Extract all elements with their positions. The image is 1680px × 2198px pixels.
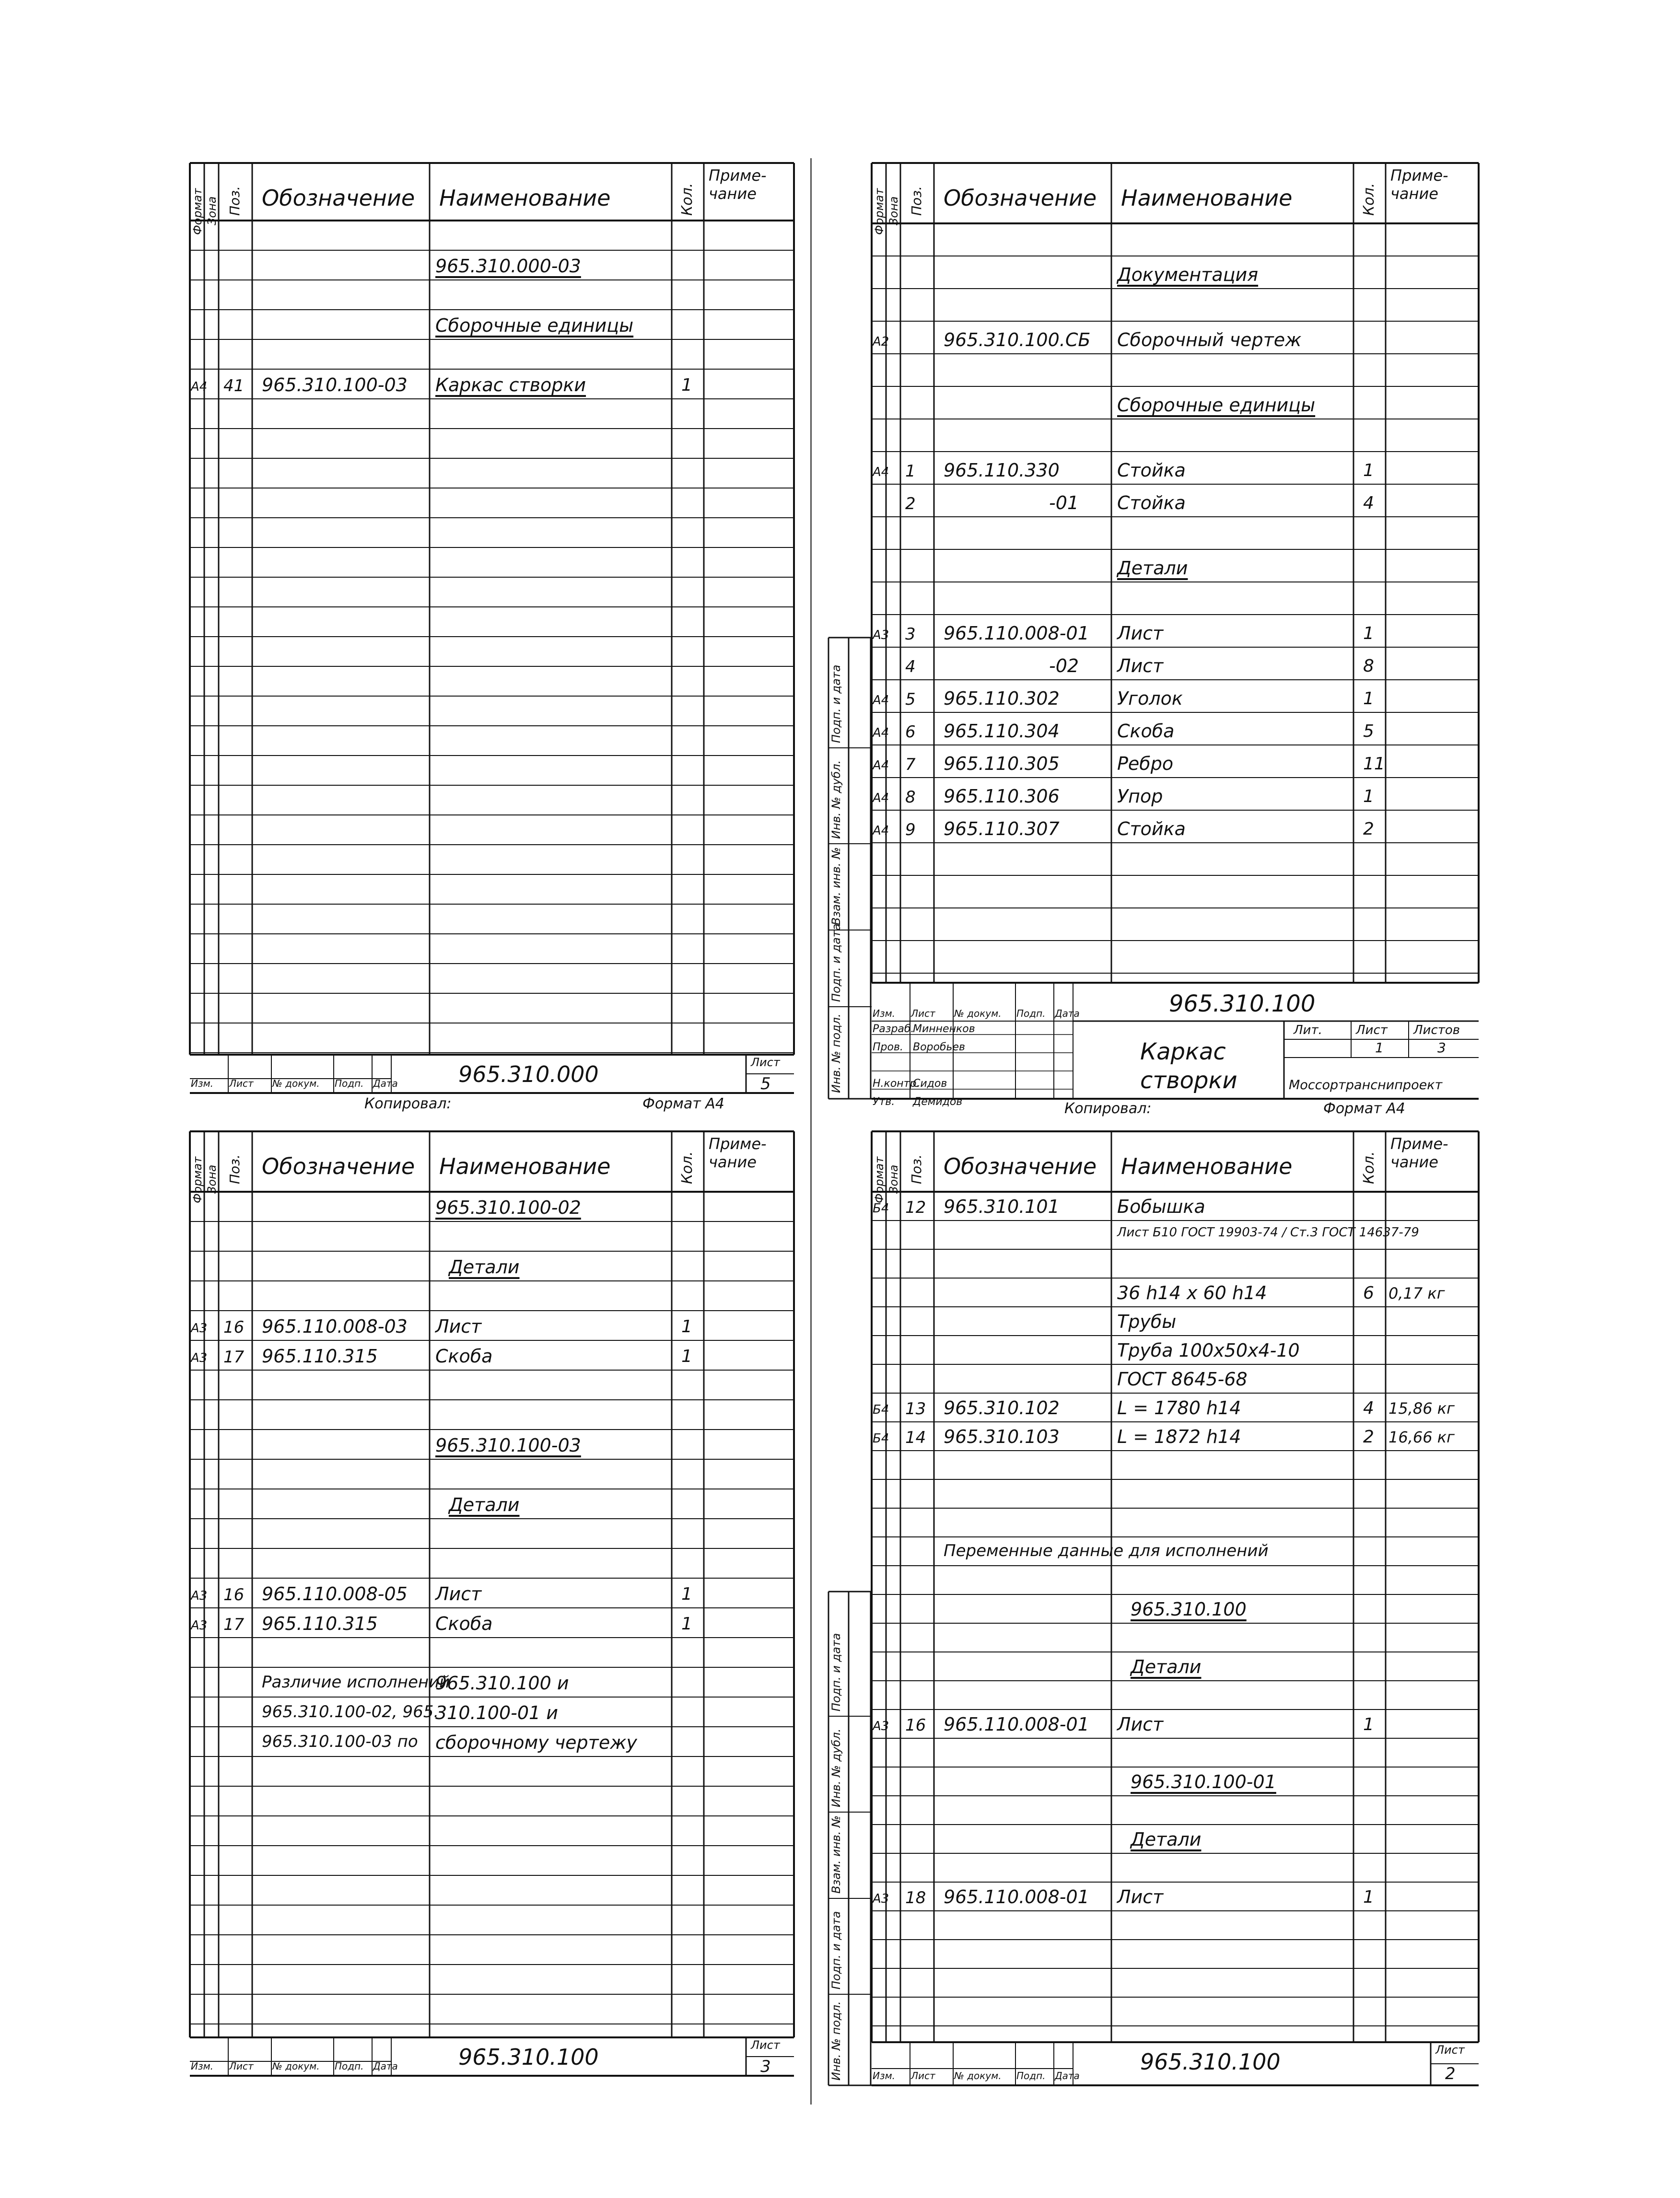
cell-name: Каркас створки: [435, 374, 586, 395]
cell-format: А3: [873, 1719, 889, 1733]
cell-quantity: 4: [1363, 493, 1374, 513]
cell-quantity: 2: [1363, 1427, 1374, 1447]
cell-name: Лист Б10 ГОСТ 19903-74 / Ст.3 ГОСТ 14637-79: [1117, 1225, 1419, 1240]
cell-name: Ребро: [1117, 753, 1174, 774]
title-izm: Изм.: [191, 1078, 214, 1089]
title-person: Воробьев: [913, 1041, 966, 1053]
header-format: Формат: [873, 188, 886, 235]
header-naimenovanie: Наименование: [439, 185, 611, 211]
cell-quantity: 1: [681, 1584, 692, 1604]
title-data: Дата: [373, 2060, 398, 2072]
cell-designation: 965.110.315: [262, 1613, 378, 1634]
title-role: Н.контр.: [873, 1078, 920, 1090]
title-podp: Подп.: [1016, 2070, 1046, 2082]
title-list: Лист: [911, 1008, 935, 1019]
cell-format: А3: [873, 1892, 889, 1906]
cell-name: 310.100-01 и: [435, 1702, 558, 1723]
header-prim-1: Приме-: [1390, 1135, 1448, 1153]
header-oboznachenie: Обозначение: [944, 1153, 1097, 1179]
header-naimenovanie: Наименование: [439, 1153, 611, 1179]
title-organization: Моссортранснипроект: [1289, 1078, 1443, 1093]
cell-quantity: 4: [1363, 1398, 1374, 1418]
cell-designation: 965.110.008-01: [944, 623, 1089, 644]
title-list: Лист: [911, 2070, 935, 2082]
cell-designation: Различие исполнений: [262, 1673, 450, 1692]
cell-designation: -02: [1049, 655, 1079, 676]
cell-position: 18: [905, 1888, 926, 1907]
cell-quantity: 1: [1363, 624, 1374, 643]
cell-name: Сборочные единицы: [1117, 395, 1316, 416]
title-listov-label: Листов: [1413, 1023, 1460, 1037]
cell-designation: 965.310.100-03 по: [262, 1732, 418, 1751]
cell-name: L = 1872 h14: [1117, 1426, 1241, 1447]
cell-format: А4: [873, 824, 889, 838]
header-kol: Кол.: [679, 1151, 696, 1184]
cell-position: 9: [905, 820, 916, 839]
title-data: Дата: [1055, 1008, 1080, 1019]
cell-note: 0,17 кг: [1388, 1284, 1445, 1303]
header-zona: Зона: [205, 196, 219, 225]
cell-designation: 965.310.100-02, 965.: [262, 1702, 439, 1721]
cell-position: 13: [905, 1399, 926, 1419]
cell-designation: 965.110.008-01: [944, 1714, 1089, 1735]
cell-quantity: 1: [1363, 689, 1374, 709]
header-format: Формат: [191, 188, 204, 235]
title-sheet-label: Лист: [751, 2038, 780, 2052]
side-stamp-replace-inv: Взам. инв. №: [829, 1815, 843, 1894]
cell-position: 16: [223, 1585, 245, 1605]
title-ndokum: № докум.: [954, 2070, 1002, 2082]
title-designation: 965.310.100: [458, 2044, 599, 2070]
cell-name: ГОСТ 8645-68: [1117, 1369, 1248, 1390]
cell-designation: 965.110.305: [944, 753, 1060, 774]
sheet-grid: [190, 163, 794, 1093]
cell-designation: 965.110.304: [944, 721, 1060, 742]
cell-format: А3: [191, 1618, 208, 1633]
cell-name: Трубы: [1117, 1311, 1177, 1332]
cell-quantity: 2: [1363, 819, 1374, 839]
cell-format: Б4: [873, 1201, 889, 1216]
cell-position: 5: [905, 690, 916, 709]
cell-name: Скоба: [435, 1613, 493, 1634]
sheet-bottom-right-965-310-100: [829, 1131, 1479, 2085]
title-ndokum: № докум.: [272, 1078, 320, 1089]
cell-name: Детали: [449, 1256, 520, 1278]
title-product-name-2: створки: [1140, 1067, 1237, 1094]
title-lit-label: Лит.: [1294, 1023, 1322, 1037]
title-list: Лист: [229, 2060, 254, 2072]
header-kol: Кол.: [1361, 1151, 1377, 1184]
title-sheets-total: 3: [1437, 1040, 1446, 1056]
title-izm: Изм.: [873, 2070, 896, 2082]
cell-quantity: 1: [681, 1347, 692, 1366]
header-kol: Кол.: [679, 183, 696, 216]
cell-position: 41: [223, 376, 245, 395]
title-izm: Изм.: [191, 2060, 214, 2072]
cell-name: Скоба: [1117, 721, 1175, 742]
header-kol: Кол.: [1361, 183, 1377, 216]
header-prim-1: Приме-: [709, 1135, 767, 1153]
cell-name: Лист: [1117, 655, 1164, 676]
cell-name: Детали: [1131, 1829, 1202, 1850]
cell-name: Детали: [449, 1494, 520, 1515]
sheet-bottom-left-965-310-100: [190, 1131, 794, 2076]
title-sheet-number: 5: [760, 1074, 771, 1093]
cell-position: 17: [223, 1348, 245, 1367]
cell-quantity: 1: [1363, 1887, 1374, 1907]
header-zona: Зона: [887, 1164, 900, 1194]
cell-designation: 965.310.103: [944, 1426, 1060, 1447]
cell-name: Детали: [1117, 558, 1188, 579]
cell-quantity: 1: [1363, 461, 1374, 480]
page-divider: [810, 158, 812, 2105]
cell-name: 965.310.100 и: [435, 1673, 569, 1694]
side-stamp-inv-original: Инв. № подл.: [829, 2001, 843, 2081]
cell-designation: 965.310.100-03: [262, 374, 408, 395]
cell-format: А2: [873, 335, 889, 349]
copied-by-label: Копировал:: [364, 1095, 452, 1112]
header-prim-2: чание: [1390, 1153, 1438, 1171]
cell-name: Лист: [435, 1583, 482, 1605]
title-sheet-number: 1: [1375, 1040, 1384, 1056]
cell-name: Стойка: [1117, 492, 1186, 513]
cell-designation: 965.110.330: [944, 460, 1060, 481]
cell-format: А4: [873, 465, 889, 479]
header-format: Формат: [873, 1156, 886, 1203]
title-podp: Подп.: [335, 1078, 364, 1089]
header-prim-2: чание: [709, 185, 757, 203]
cell-position: 14: [905, 1428, 926, 1447]
title-podp: Подп.: [335, 2060, 364, 2072]
cell-name: Лист: [435, 1316, 482, 1337]
cell-quantity: 1: [681, 375, 692, 395]
title-list: Лист: [229, 1078, 254, 1089]
header-naimenovanie: Наименование: [1121, 185, 1293, 211]
header-prim-2: чание: [709, 1153, 757, 1171]
cell-position: 1: [905, 462, 916, 481]
cell-quantity: 6: [1363, 1283, 1374, 1303]
cell-name: Бобышка: [1117, 1196, 1205, 1217]
header-prim-1: Приме-: [709, 166, 767, 185]
cell-name: Лист: [1117, 1714, 1164, 1735]
cell-designation: 965.110.008-01: [944, 1886, 1089, 1907]
cell-name: сборочному чертежу: [435, 1732, 637, 1753]
cell-format: А3: [191, 1321, 208, 1336]
header-poz: Поз.: [909, 1154, 924, 1184]
title-designation: 965.310.100: [1140, 2049, 1281, 2075]
cell-quantity: 1: [1363, 787, 1374, 806]
title-sheet-number: 3: [760, 2057, 771, 2076]
cell-format: А4: [873, 726, 889, 740]
side-stamp-signature-date: Подп. и дата: [829, 923, 843, 1002]
cell-designation: 965.110.307: [944, 818, 1060, 839]
cell-position: 8: [905, 788, 916, 807]
header-poz: Поз.: [909, 186, 924, 216]
header-naimenovanie: Наименование: [1121, 1153, 1293, 1179]
cell-name: Стойка: [1117, 818, 1186, 839]
format-label: Формат А4: [642, 1095, 724, 1112]
cell-name: 965.310.100-01: [1131, 1771, 1276, 1792]
cell-position: 16: [223, 1318, 245, 1337]
title-data: Дата: [373, 1078, 398, 1089]
cell-designation: 965.110.306: [944, 786, 1060, 807]
cell-name: Сборочные единицы: [435, 315, 634, 336]
title-person: Сидов: [913, 1078, 947, 1090]
cell-designation: 965.110.302: [944, 688, 1060, 709]
cell-note: 16,66 кг: [1388, 1428, 1455, 1446]
side-stamp-replace-inv: Взам. инв. №: [829, 847, 843, 925]
cell-quantity: 8: [1363, 656, 1374, 676]
title-role: Пров.: [873, 1041, 903, 1053]
cell-name: Скоба: [435, 1346, 493, 1367]
title-podp: Подп.: [1016, 1008, 1046, 1019]
cell-format: А4: [873, 791, 889, 805]
cell-name: 965.310.100-02: [435, 1197, 581, 1218]
cell-designation: -01: [1049, 492, 1079, 513]
header-poz: Поз.: [227, 1154, 243, 1184]
cell-designation: 965.110.315: [262, 1346, 378, 1367]
cell-name: 36 h14 х 60 h14: [1117, 1282, 1267, 1303]
cell-quantity: 5: [1363, 721, 1374, 741]
cell-designation: 965.310.101: [944, 1196, 1060, 1217]
cell-format: А4: [873, 758, 889, 773]
title-ndokum: № докум.: [272, 2060, 320, 2072]
title-role: Разраб.: [873, 1023, 914, 1035]
title-product-name-1: Каркас: [1140, 1038, 1226, 1065]
title-designation: 965.310.000: [458, 1061, 599, 1087]
cell-designation: Переменные данные для исполнений: [944, 1541, 1269, 1560]
cell-position: 16: [905, 1716, 926, 1735]
side-stamp-dup-inv: Инв. № дубл.: [829, 760, 843, 839]
cell-name: Стойка: [1117, 460, 1186, 481]
cell-position: 6: [905, 722, 916, 742]
title-sheet-label: Лист: [1435, 2043, 1465, 2057]
cell-name: 965.310.000-03: [435, 256, 581, 277]
cell-position: 4: [905, 657, 916, 676]
cell-designation: 965.110.008-05: [262, 1583, 408, 1605]
side-stamp-signature: Подп. и дата: [829, 664, 843, 743]
cell-name: Сборочный чертеж: [1117, 329, 1302, 350]
cell-designation: 965.110.008-03: [262, 1316, 408, 1337]
copied-by-label: Копировал:: [1064, 1100, 1152, 1117]
cell-format: А3: [191, 1351, 208, 1365]
title-person: Минненков: [913, 1023, 975, 1035]
cell-position: 17: [223, 1615, 245, 1634]
cell-name: 965.310.100-03: [435, 1435, 581, 1456]
header-prim-2: чание: [1390, 185, 1438, 203]
cell-quantity: 1: [681, 1614, 692, 1634]
header-oboznachenie: Обозначение: [262, 185, 415, 211]
cell-position: 3: [905, 625, 916, 644]
cell-format: А4: [873, 693, 889, 708]
cell-quantity: 1: [681, 1317, 692, 1337]
sheet-top-right-965-310-100: [829, 163, 1479, 1108]
cell-quantity: 1: [1363, 1715, 1374, 1734]
cell-format: А3: [191, 1589, 208, 1603]
cell-name: L = 1780 h14: [1117, 1397, 1241, 1419]
title-sheet-number: 2: [1445, 2064, 1456, 2083]
cell-name: Труба 100х50х4-10: [1117, 1340, 1300, 1361]
title-designation: 965.310.100: [1169, 990, 1316, 1017]
cell-format: Б4: [873, 1403, 889, 1417]
cell-format: Б4: [873, 1431, 889, 1446]
header-format: Формат: [191, 1156, 204, 1203]
side-stamp-inv-original: Инв. № подл.: [829, 1013, 843, 1093]
header-oboznachenie: Обозначение: [944, 185, 1097, 211]
cell-name: Лист: [1117, 1886, 1164, 1907]
cell-name: Детали: [1131, 1656, 1202, 1677]
title-data: Дата: [1055, 2070, 1080, 2082]
cell-format: А3: [873, 628, 889, 642]
title-izm: Изм.: [873, 1008, 896, 1019]
cell-position: 7: [905, 755, 916, 774]
cell-name: Упор: [1117, 786, 1163, 807]
format-label: Формат А4: [1323, 1100, 1405, 1117]
cell-note: 15,86 кг: [1388, 1399, 1455, 1418]
header-prim-1: Приме-: [1390, 166, 1448, 185]
cell-name: Документация: [1117, 264, 1259, 285]
header-poz: Поз.: [227, 186, 243, 216]
side-stamp-dup-inv: Инв. № дубл.: [829, 1728, 843, 1807]
title-ndokum: № докум.: [954, 1008, 1002, 1019]
cell-position: 2: [905, 494, 916, 513]
header-zona: Зона: [887, 196, 900, 225]
side-stamp-signature-date: Подп. и дата: [829, 1911, 843, 1989]
cell-designation: 965.310.100.СБ: [944, 329, 1091, 350]
side-stamp-signature: Подп. и дата: [829, 1633, 843, 1711]
cell-position: 12: [905, 1198, 926, 1217]
sheet-top-left-965-310-000: [190, 163, 794, 1093]
title-list-label: Лист: [1356, 1023, 1388, 1037]
cell-name: Уголок: [1117, 688, 1183, 709]
header-zona: Зона: [205, 1164, 219, 1194]
header-oboznachenie: Обозначение: [262, 1153, 415, 1179]
title-person: Демидов: [913, 1096, 963, 1108]
title-sheet-label: Лист: [751, 1056, 780, 1069]
cell-name: Лист: [1117, 623, 1164, 644]
cell-quantity: 11: [1363, 754, 1385, 774]
cell-designation: 965.310.102: [944, 1397, 1060, 1419]
cell-format: А4: [191, 380, 208, 394]
title-role: Утв.: [873, 1096, 895, 1108]
cell-name: 965.310.100: [1131, 1599, 1247, 1620]
